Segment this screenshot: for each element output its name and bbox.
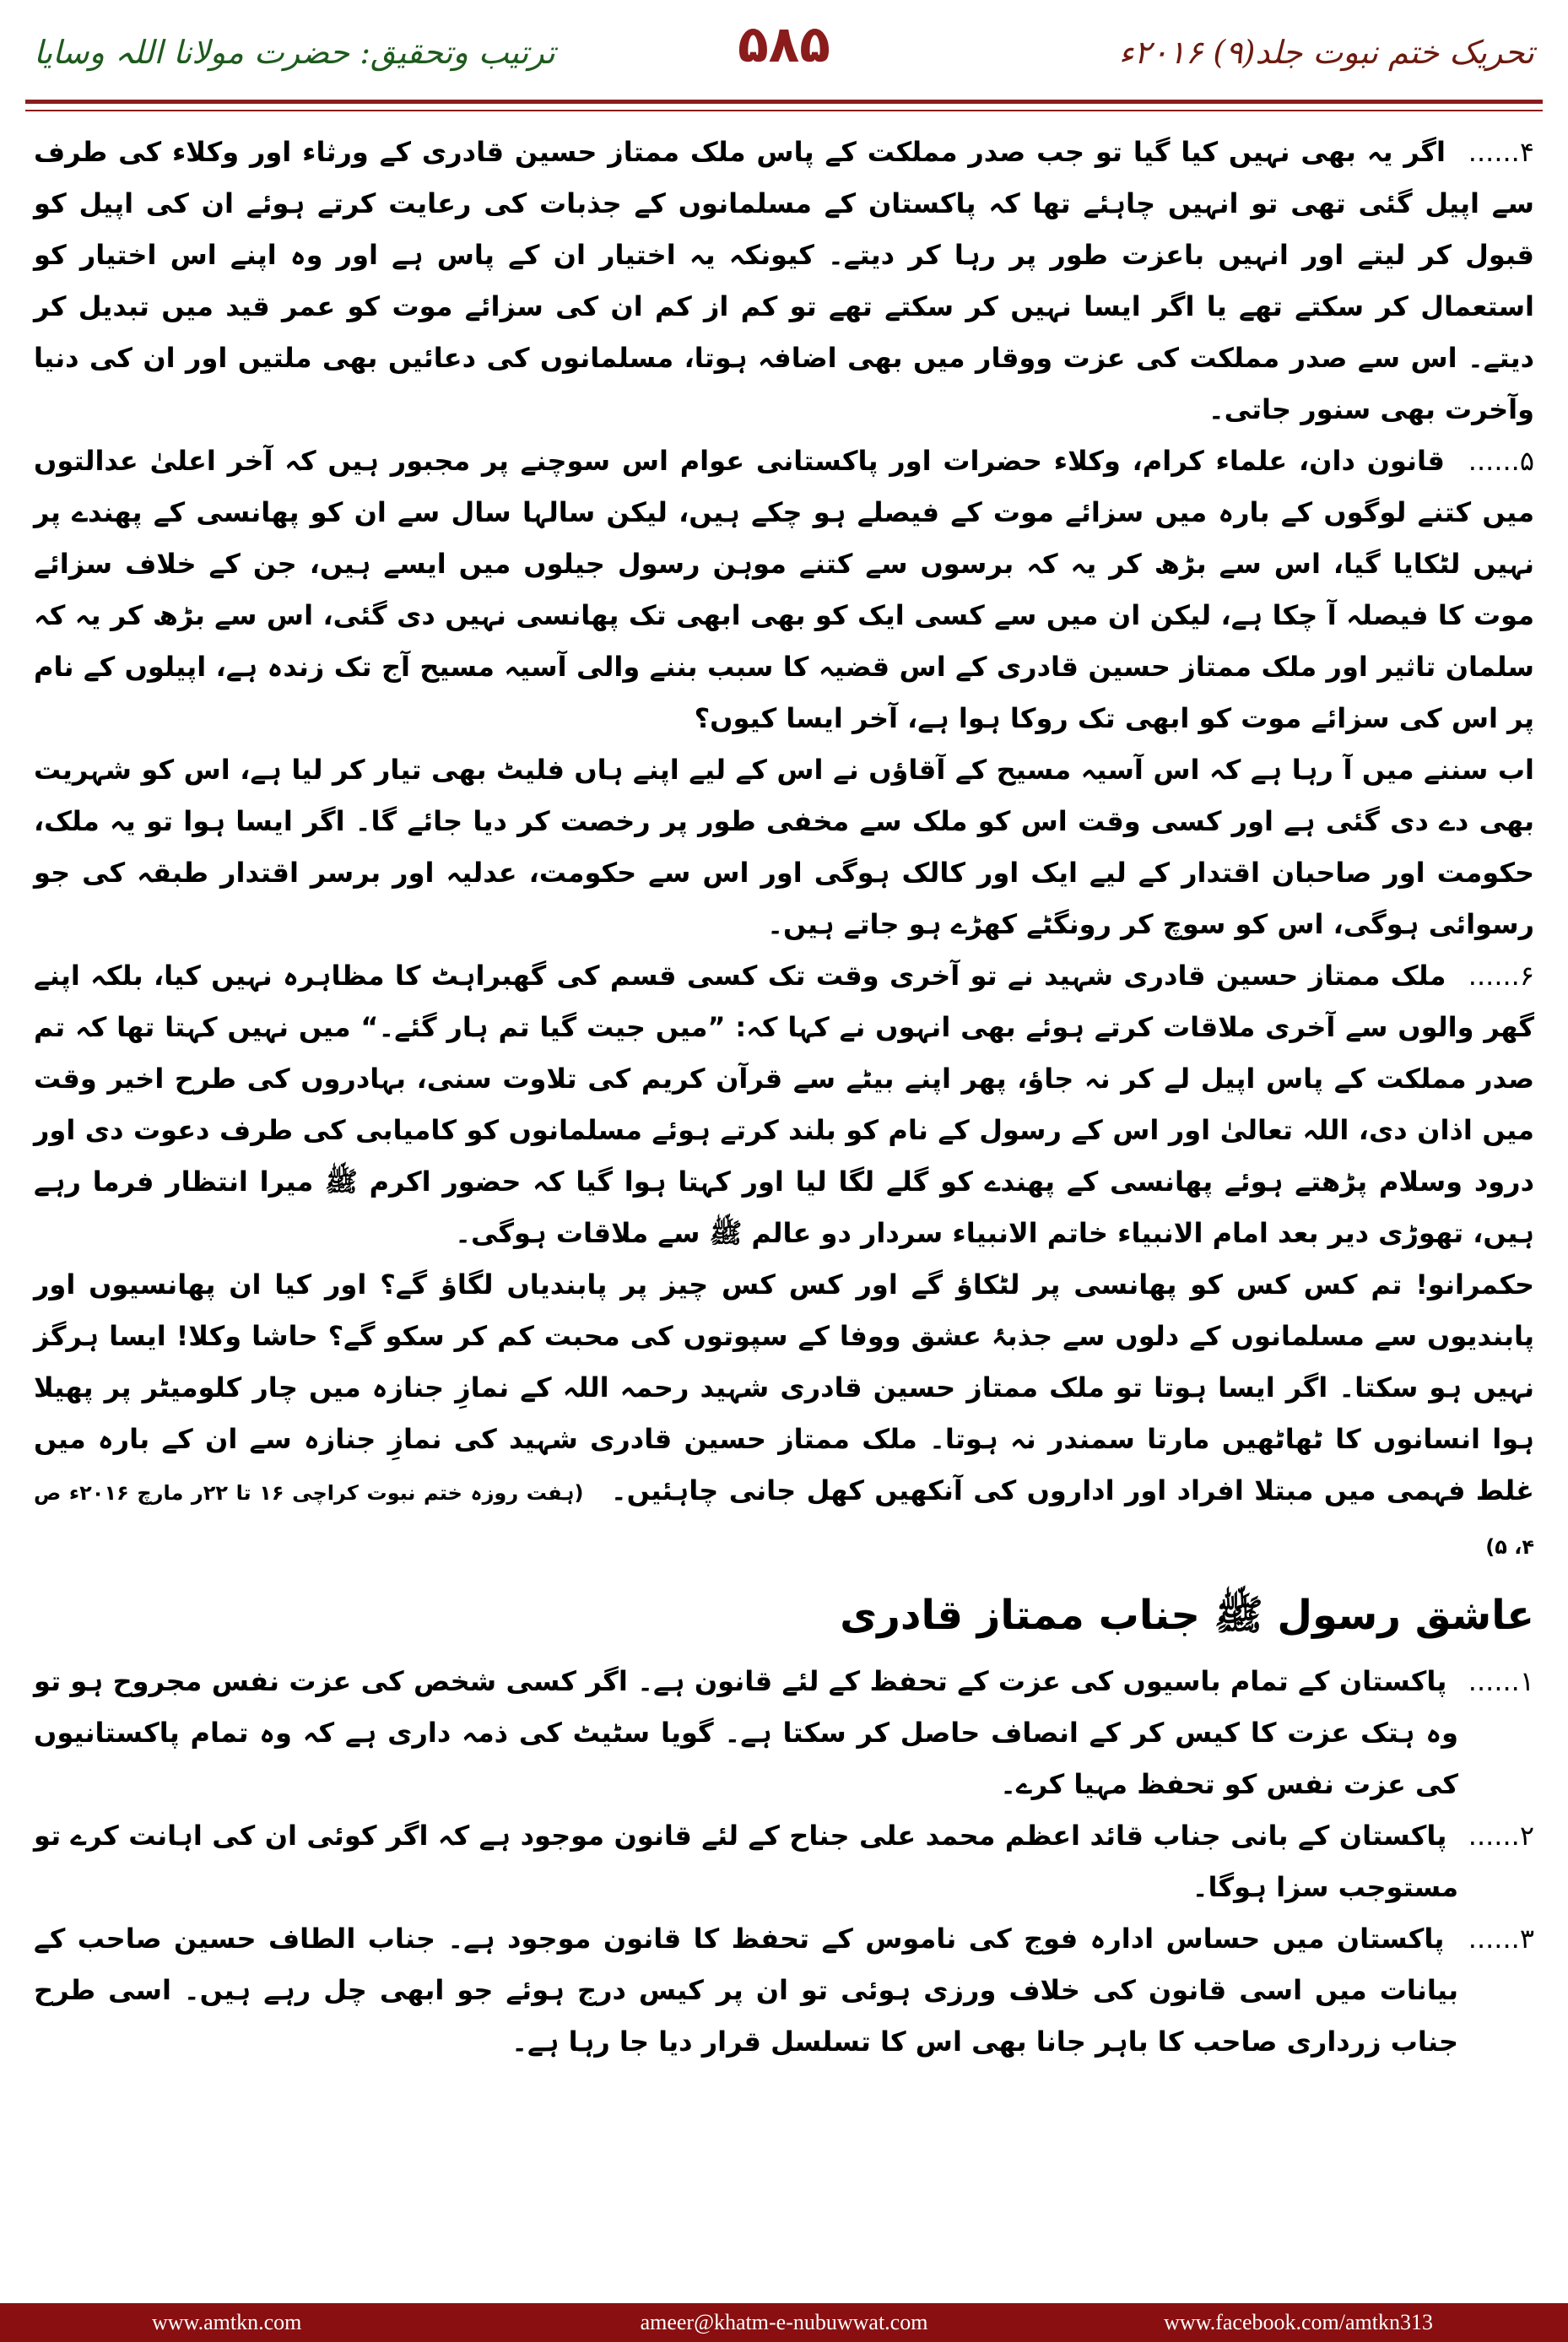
list-item-number: ۳...... [1468, 1923, 1534, 1955]
paragraph-number: ۴...... [1468, 136, 1535, 168]
series-title: تحریک ختم نبوت جلد(۹) ۲۰۱۶ء [1118, 34, 1534, 71]
header-rule-thick [25, 100, 1543, 104]
paragraph-continuation [34, 744, 1534, 950]
paragraph-text: حکمرانو! تم کس کس کو پھانسی پر لٹکاؤ گے اور کس کس چیز پر پابندیاں لگاؤ گے؟ اور کیا ان پھانسیوں اور پابندیوں سے مسلمانوں کے دلوں سے جذبۂ عشق ووفا کے سپوتوں کی محبت کم کر سکو گے؟ حاشا وکلا! ایسا ہرگز نہیں ہو سکتا۔ اگر ایسا ہوتا تو ملک ممتاز حسین قادری شہید رحمہ اللہ کے نمازِ جنازہ میں چار کلومیٹر پر پھیلا ہوا انسانوں کا ٹھاٹھیں مارتا سمندر نہ ہوتا۔ ملک ممتاز حسین قادری شہید کی نمازِ جنازہ سے ان کے بارہ میں غلط فہمی میں مبتلا افراد اور اداروں کی آنکھیں کھل جانی چاہئیں۔ [34, 1268, 1535, 1506]
list-item-number: ۱...... [1468, 1665, 1535, 1697]
paragraph-text: قانون دان، علماء کرام، وکلاء حضرات اور پاکستانی عوام اس سوچنے پر مجبور ہیں کہ آخر اعلیٰ عدالتوں میں کتنے لوگوں کے بارہ میں سزائے موت کے فیصلے ہو چکے ہیں، لیکن سالہا سال سے ان کو پھانسی کے پھندے پر نہیں لٹکایا گیا، اس سے بڑھ کر یہ کہ برسوں سے کتنے موہن رسول جیلوں میں ایسے ہیں، جن کے خلاف سزائے موت کا فیصلہ آ چکا ہے، لیکن ان میں سے کسی ایک کو بھی ابھی تک پھانسی نہیں دی گئی، اس سے بڑھ کر یہ کہ سلمان تاثیر اور ملک ممتاز حسین قادری کے اس قضیہ کا سبب بننے والی آسیہ مسیح آج تک زندہ ہے، اپیلوں کے نام پر اس کی سزائے موت کو ابھی تک روکا ہوا ہے، آخر ایسا کیوں؟ [34, 445, 1535, 734]
page-body [34, 127, 1534, 2253]
numbered-list [34, 1656, 1534, 2068]
compiler-credit: ترتیب وتحقیق: حضرت مولانا اللہ وسایا [34, 34, 555, 71]
list-item [34, 1913, 1534, 2068]
website-link[interactable]: www.amtkn.com [152, 2310, 302, 2334]
source-citation: (ہفت روزہ ختم نبوت کراچی ۱۶ تا ۲۲ر مارچ ۲۰۱۶ء ص ۴، ۵) [34, 1481, 1534, 1559]
paragraph-number: ۶...... [1468, 960, 1535, 992]
paragraph-4 [34, 127, 1534, 435]
paragraph-5 [34, 435, 1534, 744]
header-rule-thin [25, 110, 1543, 111]
list-item [34, 1810, 1534, 1913]
paragraph-number: ۵...... [1468, 445, 1535, 477]
section-heading: عاشق رسول ﷺ جناب ممتاز قادری [840, 1592, 1534, 1639]
list-item-text: پاکستان میں حساس ادارہ فوج کی ناموس کے تحفظ کا قانون موجود ہے۔ جناب الطاف حسین صاحب کے بیانات میں اسی قانون کی خلاف ورزی ہوئی تو ان پر کیس درج ہوئے جو ابھی چل رہے ہیں۔ اسی طرح جناب زرداری صاحب کا باہر جانا بھی اس کا تسلسل قرار دیا جا رہا ہے۔ [34, 1923, 1458, 2058]
paragraph-text: ملک ممتاز حسین قادری شہید نے تو آخری وقت تک کسی قسم کی گھبراہٹ کا مظاہرہ نہیں کیا، بلکہ اپنے گھر والوں سے آخری ملاقات کرتے ہوئے بھی انہوں نے کہا کہ: ”میں جیت گیا تم ہار گئے۔“ میں نہیں کہتا تھا کہ تم صدر مملکت کے پاس اپیل لے کر نہ جاؤ، پھر اپنے بیٹے سے قرآن کریم کی تلاوت سنی، بہادروں کی طرح اخیر وقت میں اذان دی، اللہ تعالیٰ اور اس کے رسول کے نام کو بلند کرتے ہوئے مسلمانوں کو کامیابی کی طرف دعوت دی اور درود وسلام پڑھتے ہوئے پھانسی کے پھندے کو گلے لگا لیا اور کہتا ہوا گیا کہ حضور اکرم ﷺ میرا انتظار فرما رہے ہیں، تھوڑی دیر بعد امام الانبیاء خاتم الانبیاء سردار دو عالم ﷺ سے ملاقات ہوگی۔ [34, 960, 1534, 1249]
list-item-text: پاکستان کے بانی جناب قائد اعظم محمد علی جناح کے لئے قانون موجود ہے کہ اگر کوئی ان کی اہانت کرے تو مستوجب سزا ہوگا۔ [34, 1820, 1458, 1903]
list-item-text: پاکستان کے تمام باسیوں کی عزت کے تحفظ کے لئے قانون ہے۔ اگر کسی شخص کی عزت نفس مجروح ہو تو وہ ہتک عزت کا کیس کر کے انصاف حاصل کر سکتا ہے۔ گویا سٹیٹ کی ذمہ داری ہے کہ وہ تمام پاکستانیوں کی عزت نفس کو تحفظ مہیا کرے۔ [34, 1665, 1458, 1800]
facebook-link[interactable]: www.facebook.com/amtkn313 [1164, 2310, 1433, 2334]
email-link[interactable]: ameer@khatm-e-nubuwwat.com [640, 2310, 928, 2334]
paragraph-text: اب سننے میں آ رہا ہے کہ اس آسیہ مسیح کے آقاؤں نے اس کے لیے اپنے ہاں فلیٹ بھی تیار کر لیا ہے، اس کو شہریت بھی دے دی گئی ہے اور کسی وقت اس کو ملک سے مخفی طور پر رخصت کر دیا جائے گا۔ اگر ایسا ہوا تو یہ ملک، حکومت اور صاحبان اقتدار کے لیے ایک اور کالک ہوگی اور اس سے حکومت، عدلیہ اور برسر اقتدار طبقہ کی جو رسوائی ہوگی، اس کو سوچ کر رونگٹے کھڑے ہو جاتے ہیں۔ [34, 754, 1534, 940]
paragraph-6 [34, 950, 1534, 1259]
page-footer [0, 2303, 1568, 2342]
paragraph-rulers [34, 1259, 1534, 1573]
paragraph-text: اگر یہ بھی نہیں کیا گیا تو جب صدر مملکت کے پاس ملک ممتاز حسین قادری کے ورثاء اور وکلاء کی طرف سے اپیل گئی تھی تو انہیں چاہئے تھا کہ پاکستان کے مسلمانوں کے جذبات کی رعایت کرتے ہوئے ان کی اپیل کو قبول کر لیتے اور انہیں باعزت طور پر رہا کر دیتے۔ کیونکہ یہ اختیار ان کے پاس ہے اور وہ اپنے اس اختیار کو استعمال کر سکتے تھے یا اگر ایسا نہیں کر سکتے تھے تو کم از کم ان کی سزائے موت کو عمر قید میں تبدیل کر دیتے۔ اس سے صدر مملکت کی عزت ووقار میں بھی اضافہ ہوتا، مسلمانوں کی دعائیں بھی ملتیں اور ان کی دنیا وآخرت بھی سنور جاتی۔ [34, 136, 1535, 425]
list-item-number: ۲...... [1468, 1820, 1534, 1852]
list-item [34, 1656, 1534, 1810]
page-header [25, 15, 1543, 108]
page-number: ۵۸۵ [738, 15, 830, 74]
